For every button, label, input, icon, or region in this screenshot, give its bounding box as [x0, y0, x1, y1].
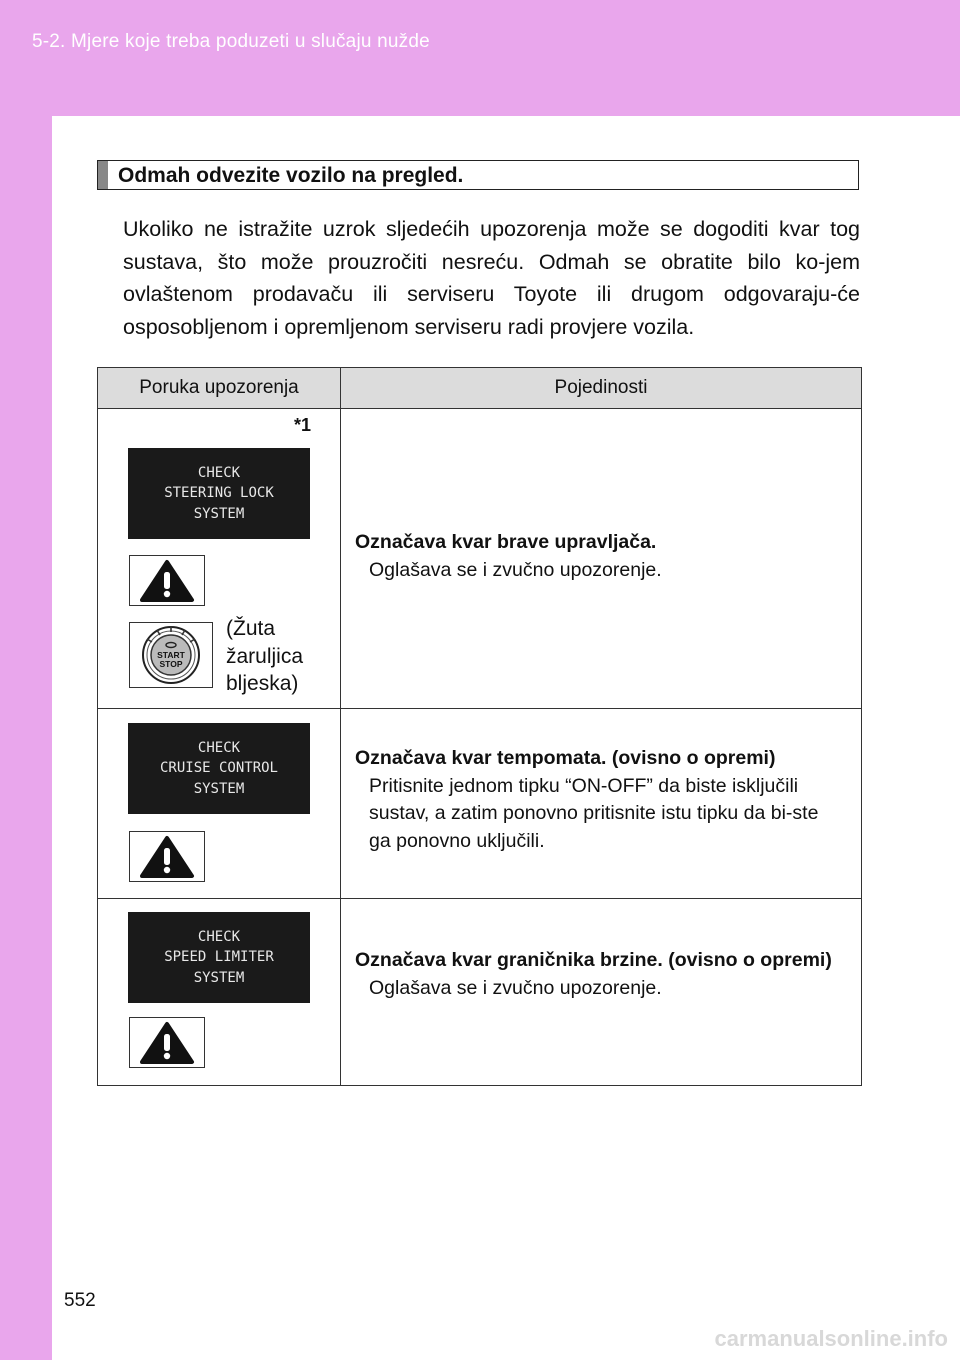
- header-details: Pojedinosti: [341, 368, 862, 409]
- display-line: SYSTEM: [193, 969, 245, 986]
- display-line: CHECK: [197, 464, 241, 481]
- details-cell: [341, 409, 862, 709]
- warning-triangle-icon: [129, 555, 205, 606]
- table-row: [98, 899, 862, 1086]
- display-screen: [128, 723, 310, 814]
- detail-body: Oglašava se i zvučno upozorenje.: [369, 558, 662, 581]
- details-cell: [341, 709, 862, 899]
- warning-triangle-icon: [129, 831, 205, 882]
- detail-title: Označava kvar graničnika brzine. (ovisno o opremi): [355, 949, 832, 971]
- blinking-note: [226, 615, 312, 698]
- intro-paragraph: Ukoliko ne istražite uzrok sljedećih upozorenja može se dogoditi kvar tog sustava, što može prouzročiti nesreću. Odmah se obratite bilo ko-jem ovlaštenom prodavaču ili serviseru Toyote ili drugom odgovaraju-će osposobljenom i opremljenom serviseru radi provjere vozila.: [123, 217, 860, 339]
- display-screen: [128, 448, 310, 539]
- detail-body: Pritisnite jednom tipku “ON-OFF” da biste isključili sustav, a zatim ponovno pritisnite istu tipku da bi-ste ga ponovno uključili.: [369, 774, 819, 852]
- display-screen: [128, 912, 310, 1003]
- warning-table: [97, 367, 862, 1086]
- message-cell: [98, 899, 341, 1086]
- display-line: SYSTEM: [193, 505, 245, 522]
- blinking-note-text: (Žuta žaruljica bljeska): [226, 617, 304, 695]
- display-line: CHECK: [197, 928, 241, 945]
- display-line: SYSTEM: [193, 780, 245, 797]
- display-line: CHECK: [197, 739, 241, 756]
- display-line: CRUISE CONTROL: [159, 760, 278, 777]
- message-cell: [98, 709, 341, 899]
- stop-label: STOP: [159, 659, 183, 669]
- table-row: [98, 409, 862, 709]
- start-label: START: [157, 650, 185, 660]
- detail-text: [355, 947, 845, 1002]
- header-warning-message: Poruka upozorenja: [98, 368, 341, 409]
- message-cell: [98, 409, 341, 709]
- detail-title: Označava kvar brave upravljača.: [355, 531, 657, 553]
- detail-text: [355, 745, 845, 855]
- details-cell: [341, 899, 862, 1086]
- section-title: 5-2. Mjere koje treba poduzeti u slučaju nužde: [32, 31, 430, 52]
- warning-triangle-icon: [129, 1017, 205, 1068]
- table-row: [98, 709, 862, 899]
- display-line: STEERING LOCK: [164, 485, 274, 502]
- detail-text: [355, 529, 845, 584]
- start-stop-button-icon: [129, 622, 213, 688]
- heading-box: [97, 160, 859, 190]
- display-line: SPEED LIMITER: [164, 949, 274, 966]
- page-number: 552: [64, 1290, 96, 1311]
- side-band: [0, 116, 52, 1360]
- header-band: [0, 0, 960, 116]
- watermark: carmanualsonline.info: [714, 1326, 948, 1351]
- heading-bar: [98, 161, 108, 189]
- detail-body: Oglašava se i zvučno upozorenje.: [369, 976, 662, 999]
- heading-text: Odmah odvezite vozilo na pregled.: [118, 164, 464, 187]
- table-header-row: [98, 368, 862, 409]
- detail-title: Označava kvar tempomata. (ovisno o opremi): [355, 747, 776, 769]
- footnote-mark: *1: [294, 415, 312, 435]
